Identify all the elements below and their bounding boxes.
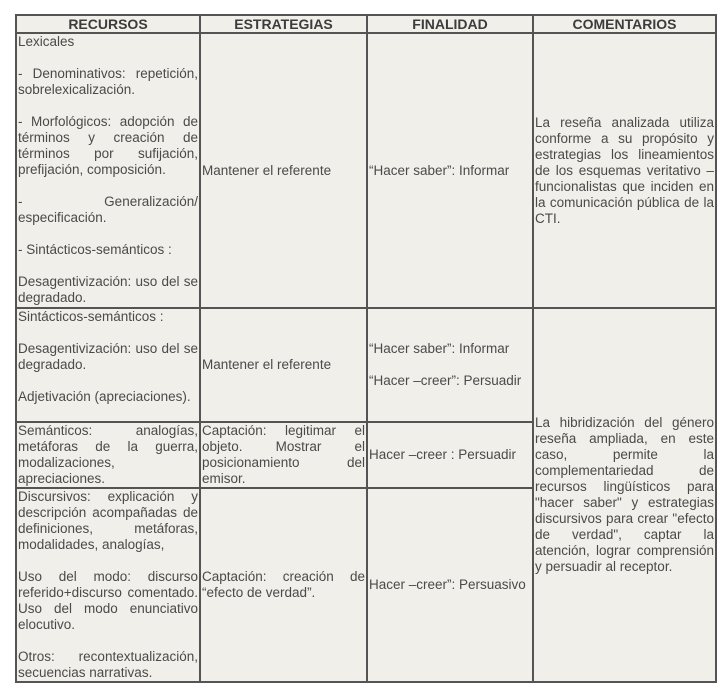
cell-finalidad [367, 33, 533, 308]
header-row [16, 15, 716, 33]
cell-estrategias: Mantener el referente [200, 33, 367, 308]
cell-recursos [16, 308, 200, 422]
cell-recursos [16, 488, 200, 682]
cell-comentario-2: La hibridización del género reseña ampliada, en este caso, permite la complementariedad de recursos lingüísticos para "hacer saber" y estrategias discursivos para crear "efecto de verdad", captar la atención, lograr comprensión y persuadir al receptor. [533, 308, 716, 682]
finalidad-item: Hacer –creer”: Persuasivo [369, 577, 526, 592]
recurso-item: - Morfológicos: adopción de términos y creación de términos por sufijación, prefijación, composición. [18, 114, 198, 177]
header-recursos: RECURSOS [16, 15, 200, 33]
header-comentarios: COMENTARIOS [533, 15, 716, 33]
cell-estrategias: Mantener el referente [200, 308, 367, 422]
recurso-item: Lexicales [18, 34, 75, 49]
cell-estrategias: Captación: creación de “efecto de verdad”. [200, 488, 367, 682]
finalidad-item: “Hacer saber”: Informar [369, 341, 510, 356]
recurso-item: Semánticos: analogías, metáforas de la guerra, modalizaciones, apreciaciones. [18, 423, 198, 486]
resources-strategies-table [15, 14, 717, 683]
finalidad-item: “Hacer saber”: Informar [369, 162, 510, 178]
cell-comentario-1: La reseña analizada utiliza conforme a su propósito y estrategias los lineamientos de los esquemas veritativo –funcionalistas que inciden en la comunicación pública de la CTI. [533, 33, 716, 308]
recurso-item: Desagentivización: uso del se degradado. [18, 274, 198, 305]
header-estrategias: ESTRATEGIAS [200, 15, 367, 33]
recurso-item: Discursivos: explicación y descripción acompañadas de definiciones, metáforas, modalidades, analogías, [18, 489, 198, 552]
cell-finalidad [367, 488, 533, 682]
cell-recursos [16, 33, 200, 308]
recurso-item: Uso del modo: discurso referido+discurso comentado. Uso del modo enunciativo elocutivo. [18, 569, 198, 632]
recurso-item: Adjetivación (apreciaciones). [18, 389, 191, 404]
recurso-item: Sintácticos-semánticos : [18, 309, 164, 324]
recurso-item: Otros: recontextualización, secuencias narrativas. [18, 649, 198, 680]
table-row [16, 308, 716, 422]
cell-estrategias: Captación: legitimar el objeto. Mostrar el posicionamiento del emisor. [202, 423, 365, 486]
finalidad-item: “Hacer –creer”: Persuadir [369, 373, 522, 388]
recurso-item: - Generalización/ especificación. [18, 194, 198, 225]
cell-recursos [16, 422, 200, 488]
cell-finalidad [367, 308, 533, 422]
recurso-item: - Denominativos: repetición, sobrelexicalización. [18, 66, 198, 97]
header-finalidad: FINALIDAD [367, 15, 533, 33]
cell-finalidad [367, 422, 533, 488]
finalidad-item: Hacer –creer : Persuadir [369, 447, 517, 462]
table-row [16, 33, 716, 308]
recurso-item: - Sintácticos-semánticos : [18, 242, 172, 257]
recurso-item: Desagentivización: uso del se degradado. [18, 341, 198, 372]
